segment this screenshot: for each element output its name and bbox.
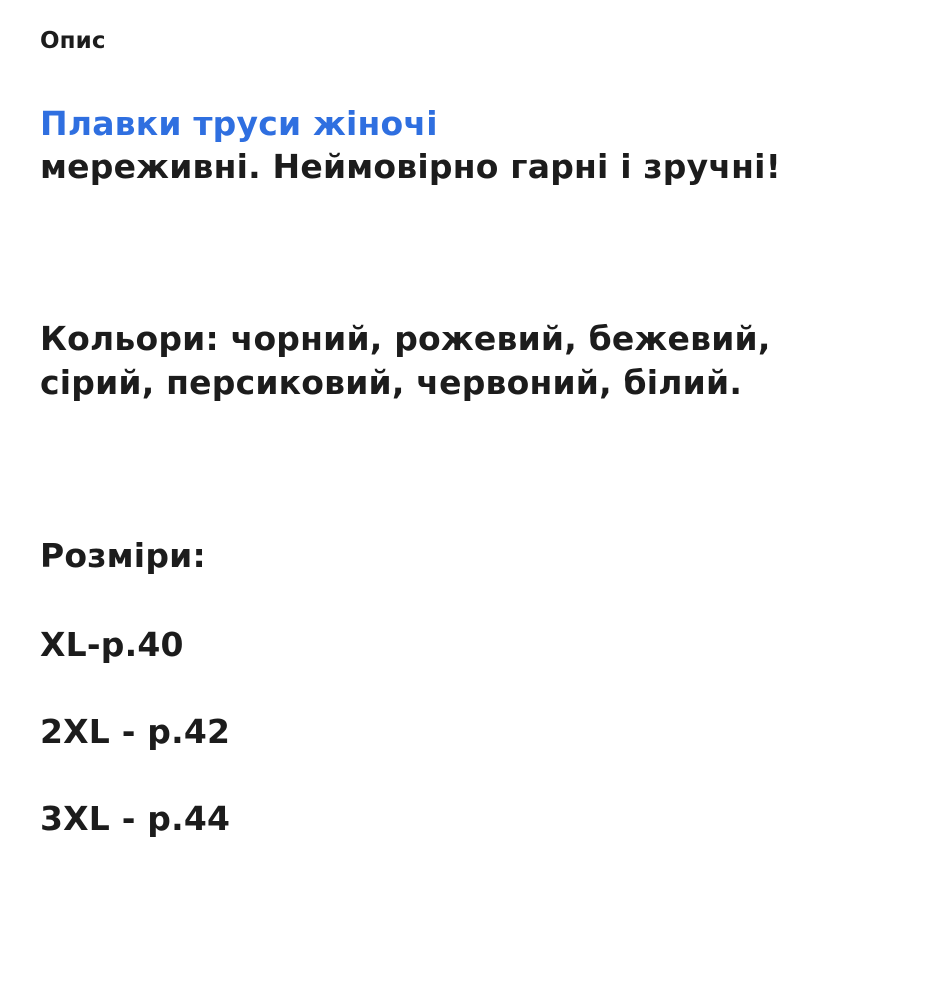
colors-line-2: сірий, персиковий, червоний, білий.: [40, 362, 743, 402]
product-title: Плавки труси жіночі: [40, 103, 438, 143]
sizes-heading: Розміри:: [40, 536, 206, 576]
size-item: 3XL - р.44: [40, 798, 231, 838]
product-subtitle: мереживні. Неймовірно гарні і зручні!: [40, 147, 781, 187]
colors-block: [40, 317, 889, 405]
size-item: XL-р.40: [40, 625, 184, 665]
colors-line-1: Кольори: чорний, рожевий, бежевий,: [40, 318, 771, 358]
spacer-after-description: [40, 189, 889, 317]
spacer-after-colors: [40, 405, 889, 535]
product-description-block: [40, 102, 889, 189]
sizes-block: [40, 535, 889, 841]
section-label-description: Опис: [40, 28, 106, 54]
size-item: 2XL - р.42: [40, 711, 231, 751]
